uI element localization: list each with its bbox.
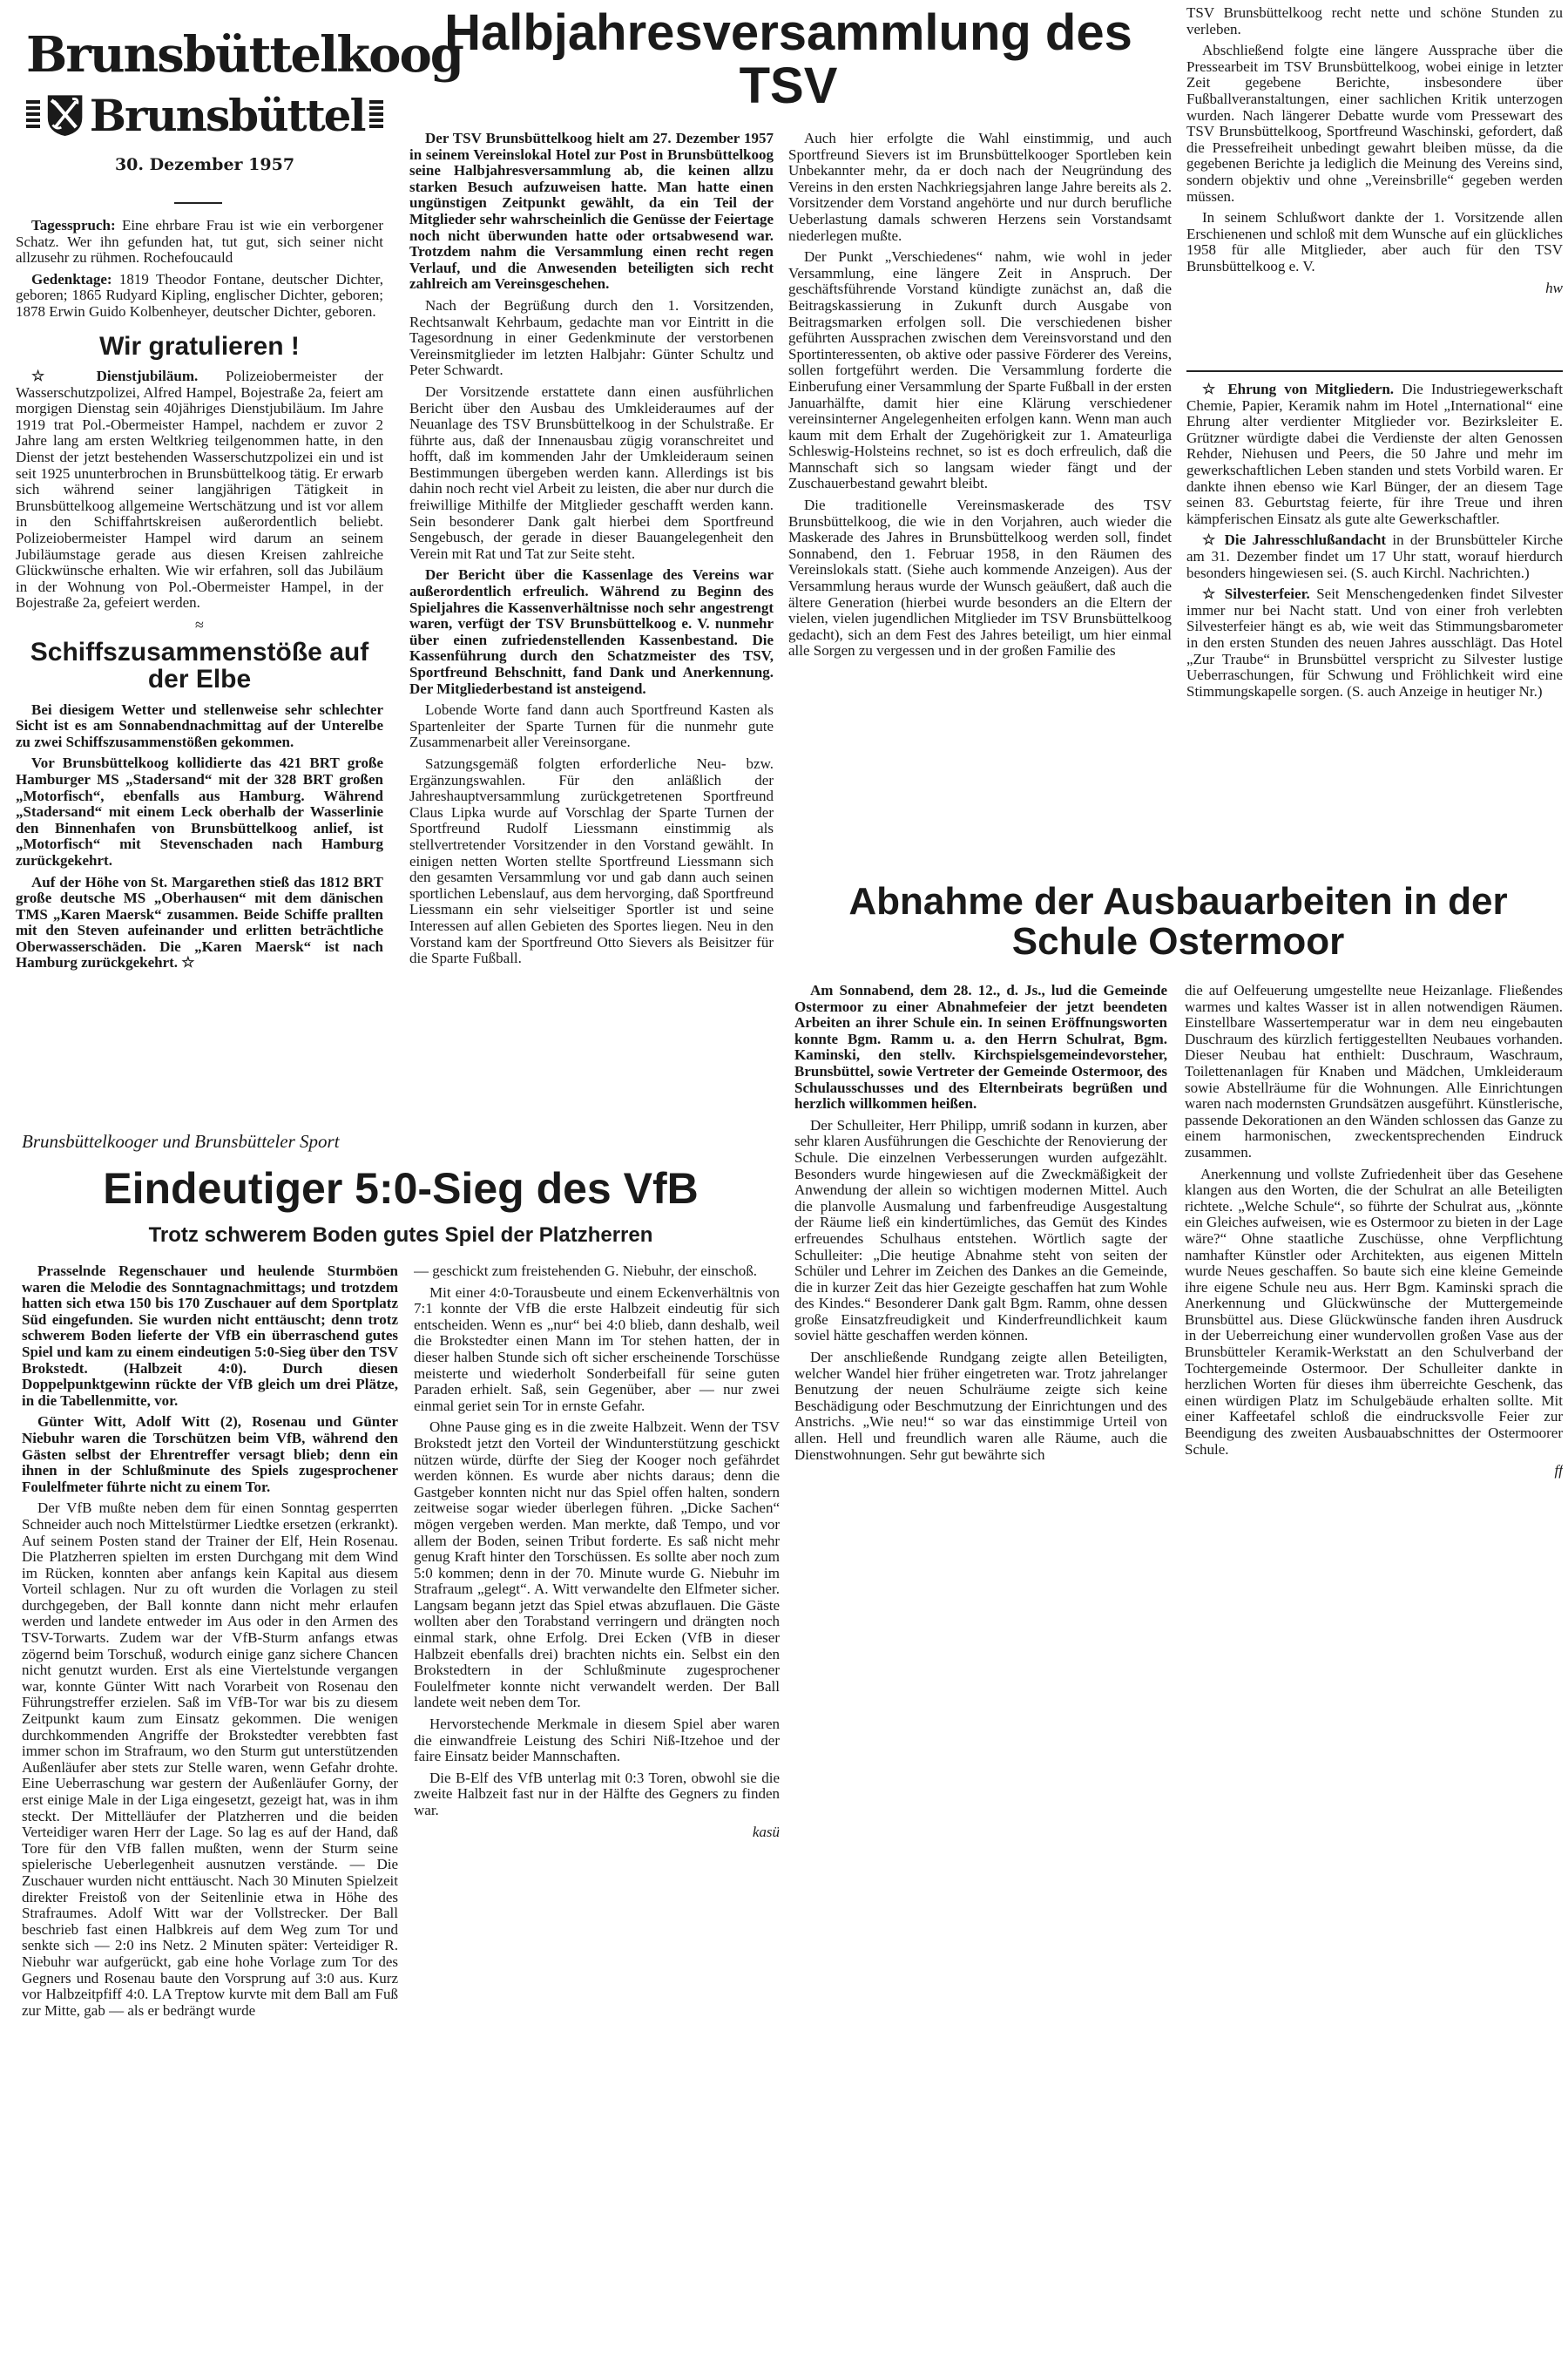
wave-ornament-icon: ≈ (195, 615, 204, 633)
paragraph (788, 131, 1172, 244)
paragraph (414, 1263, 780, 1280)
sport-col1-text (22, 1263, 398, 2019)
tsv-col1-text (409, 131, 774, 967)
tsv-column-1 (409, 131, 774, 1098)
paragraph (414, 1770, 780, 1819)
paragraph (16, 702, 383, 751)
paragraph (1186, 43, 1563, 205)
tsv-col3-text (1186, 5, 1563, 275)
tsv-column-3 (1186, 5, 1563, 362)
paragraph-text: In seinem Schlußwort dankte der 1. Vorsitzende allen Erschienenen und schloß mit dem Wunsche auf ein glückliches 1958 für alle Mitglieder, aber auch für den TSV Brunsbüttelkoog e. V. (1186, 209, 1563, 274)
paragraph-text: — geschickt zum freistehenden G. Niebuhr, der einschoß. (414, 1263, 757, 1279)
paragraph-text: Satzungsgemäß folgten erforderliche Neu- bzw. Ergänzungswahlen. Für den anläßlich der Jahreshauptversammlung zurückgetretenen Sportfreund Claus Lipka wurde auf Vorschlag der Sparte Turnen der Sportfreund Rudolf Liessmann einstimmig als stellvertretender Vorsitzender in den Vorstand gewählt. In einigen netten Worten stellte Sportfreund Liessmann sich den gesamten Versammlung vor und gab dann auch seinen sportlichen Lebenslauf, aus dem hervorging, daß Sportfreund Liessmann ein sehr vielseitiger Sportler ist und seine Interessen auf allen Gebieten des Sportes liegen. Neu in den Vorstand kam der Sportfreund Otto Sievers als Beisitzer für die Sparte Fußball. (409, 755, 774, 967)
paragraph-lead: ☆ Die Jahresschlußandacht (1202, 531, 1387, 549)
paragraph-text: Mit einer 4:0-Torausbeute und einem Eckenverhältnis von 7:1 konnte der VfB die erste Halbzeit eindeutig für sich entscheiden. Wenn es „nur“ bei 4:0 blieb, dann deshalb, weil die Brokstedter einen Mann im Tor stehen hatten, der in dieser halben Stunde sich oft sicher erscheinende Torschüsse meisterte und wiederholt Sonderbeifall für seine guten Paraden erhielt. Saß, sein Gegenüber, aber — nur zwei einmal geriet sein Tor in ernste Gefahr. (414, 1283, 780, 1414)
paragraph-text: Der Punkt „Verschiedenes“ nahm, wie wohl in jeder Versammlung, eine längere Zeit in Anspruch. Der geschäftsführende Vorstand kündigte zunächst an, daß die Beitragskassierung in Zukunft durch Ausgabe von Beitragsmarken erfolgen soll. Die verschiedenen bisher geführten Aussprachen zwischen dem Vereinsvorstand und den Sportinteressenten, ob aktive oder passive Förderer des Vereins, sollen fortgeführt werden. Die Versammlung forderte die Einberufung einer Versammlung der Sparte Fußball in der ersten Januarhälfte, damit hier eine Klärung verschiedener vereinsinterner Angelegenheiten erfolgen kann. Wenn man auch kaum mit dem Erhalt der Zugehörigkeit zur 1. Amateurliga Schleswig-Holsteins rechnet, so ist es doch erfreulich, daß die Mannschaft sich so langsam wieder fängt und der Zuschauerbestand gewahrt bleibt. (788, 248, 1172, 492)
paragraph-text: Hervorstechende Merkmale in diesem Spiel aber waren die einwandfreie Leistung des Schiri Niß-Itzehoe und der faire Einsatz beider Mannschaften. (414, 1716, 780, 1765)
paragraph (788, 498, 1172, 660)
paragraph-text: 1819 Theodor Fontane, deutscher Dichter, geboren; 1865 Rudyard Kipling, englischer Dichter, geboren; 1878 Erwin Guido Kolbenheyer, deutscher Dichter, geboren. (16, 270, 383, 320)
divider (1186, 370, 1563, 372)
paragraph (409, 131, 774, 293)
headline-halbjahresversammlung: Halbjahresversammlung des TSV (444, 4, 1132, 114)
school-col2-text (1185, 983, 1563, 1458)
left-column (16, 218, 383, 1128)
paragraph-lead: Tagesspruch: (31, 218, 116, 234)
paragraph (788, 249, 1172, 492)
paragraph (16, 755, 383, 869)
sport-col2-text (414, 1263, 780, 1819)
paragraph (1186, 382, 1563, 527)
tsv-column-2 (788, 131, 1172, 871)
paragraph-text: Der Vorsitzende erstattete dann einen ausführlichen Bericht über den Ausbau des Umkleideraumes auf der Neuanlage des TSV Brunsbüttelkoog in der Schulstraße. Er führte aus, daß der Innenausbau zügig voranschreitet und hofft, daß im kommenden Jahr der Umkleideraum seinen Bestimmungen übergeben werden kann. Allerdings ist bis dahin noch recht viel Arbeit zu leisten, die aber nur durch die freiwillige Mithilfe der Mitglieder geschafft werden kann. Sein besonderer Dank galt hierbei dem Sportfreund Sengebusch, der gerade in dieser Bauangelegenheit den Verein mit Rat und Tat zur Seite steht. (409, 382, 774, 562)
school-signature: ff (1554, 1462, 1563, 1479)
paragraph (16, 875, 383, 972)
paragraph (414, 1716, 780, 1765)
paragraph-text: Der TSV Brunsbüttelkoog hielt am 27. Dezember 1957 in seinem Vereinslokal Hotel zur Post in Brunsbüttelkoog seine Halbjahresversammlung ab, die keinen allzu starken Besuch aufzuweisen hatte. Man hatte einen ungünstigen Zeitpunkt gewählt, da ein Teil der Mitglieder sehr wahrscheinlich die Genüsse der Feiertage noch nicht überwunden hatte oder ortsabwesend war. Trotzdem nahm die Versammlung einen recht regen Verlauf, und die Anwesenden beteiligten sich recht zahlreich am Vereinsgeschehen. (409, 131, 774, 293)
paragraph (794, 1118, 1167, 1344)
masthead-title-brunsbuettel: Brunsbüttel (89, 89, 365, 141)
paragraph (794, 983, 1167, 1113)
coat-of-arms-icon (45, 84, 84, 146)
section-label-sport: Brunsbüttelkooger und Brunsbütteler Sport (22, 1131, 340, 1152)
tsv-signature: hw (1545, 279, 1563, 296)
paragraph-text: Die Industriegewerkschaft Chemie, Papier, Keramik nahm im Hotel „International“ eine Ehrung alter verdienter Mitglieder vor. Bezirksleiter E. Grützner würdigte dabei die Verdienste der alten Genossen Rehder, Niehusen und Peers, die 50 Jahre und mehr im gewerkschaftlichen Leben standen und stets Vorbild waren. Er dankte ihnen ebenso wie Karl Bünger, der an diesem Tage seinen 83. Geburtstag feierte, für ihre Treue und ihren kämpferischen Einsatz als gute alte Gewerkschaftler. (1186, 382, 1563, 527)
masthead (26, 26, 463, 174)
paragraph-text: Vor Brunsbüttelkoog kollidierte das 421 BRT große Hamburger MS „Stadersand“ mit der 328 BRT großen „Motorfisch“, ebenfalls aus Hamburg. Während „Stadersand“ mit einem Leck oberhalb der Wasserlinie den Binnenhafen von Brunsbüttelkoog anlief, ist „Motorfisch“ mit Stevenschaden nach Hamburg zurückgekehrt. (16, 755, 383, 869)
sport-column-2 (414, 1263, 780, 2265)
paragraph (409, 384, 774, 563)
paragraph-text: Seit Menschengedenken findet Silvester immer nur bei Nacht statt. Und von einer froh verlebten Silvesterfeier hängt es ab, wie weit das Stimmungsbarometer in den ersten Stunden des neuen Jahres ausschlägt. Das Hotel „Zur Traube“ in Brunsbüttel verspricht zu Silvester lustige Ueberraschungen, für Schwung und Fröhlichkeit wird eine Stimmungskapelle sorgen. (S. auch Anzeige in heutiger Nr.) (1186, 586, 1563, 700)
tsv-col2-text (788, 131, 1172, 660)
schiff-article (16, 702, 383, 972)
divider (174, 202, 222, 204)
paragraph-text: Anerkennung und vollste Zufriedenheit über das Gesehene klangen aus den Worten, die der Schulrat an alle Beteiligten richtete. „Welche Schule“, so führte der Schulrat aus, „könnte ein Gleiches aufweisen, wie es Ostermoor zu bieten in der Lage wäre?“ Ohne staatliche Zuschüsse, ohne Verpflichtung namhafter Künstler oder Architekten, aus eigenen Mitteln wurde Neues geschaffen. So baute sich eine kleine Gemeinde ihre eigene Schule neu aus. Herr Bgm. Kaminski sprach die Anerkennung und Glückwünsche der Muttergemeinde Brunsbüttel aus. Diese Glückwünsche fanden ihren Ausdruck in der Ueberreichung einer wundervollen großen Vase aus der Brunsbütteler Keramik-Werkstatt an den Schulverband der Tochtergemeinde Ostermoor. Der Schulleiter dankte in herzlichen Worten für dieses ihm überreichte Geschenk, das einen würdigen Platz im Schulgebäude erhalten sollte. Mit einer Kaffeetafel schloß die eindrucksvolle Feier zur Beendigung des zweiten Ausbauabschnittes der Ostermoorer Schule. (1185, 1165, 1563, 1458)
paragraph (22, 1414, 398, 1495)
paragraph (409, 567, 774, 697)
masthead-title-brunsbuettelkoog: Brunsbüttelkoog (26, 26, 463, 84)
gratulieren-list (16, 369, 383, 612)
paragraph-lead: ☆ Dienstjubiläum. (31, 368, 199, 385)
paragraph (1185, 1167, 1563, 1459)
sport-column-1 (22, 1263, 398, 2374)
paragraph (794, 1350, 1167, 1463)
daily-notes (16, 218, 383, 321)
paragraph-text: in der Brunsbütteler Kirche am 31. Dezember findet um 17 Uhr statt, worauf hierdurch besonders hingewiesen sei. (S. auch Kirchl. Nachrichten.) (1186, 531, 1563, 581)
paragraph-text: die auf Oelfeuerung umgestellte neue Heizanlage. Fließendes warmes und kaltes Wasser ist in allen notwendigen Räumen. Einstellbare Wassertemperatur war in dem neu eingebauten Duschraum des kürzlich fertiggestellten Neubaues vorhanden. Dieser Neubau hat enthielt: Duschraum, Waschraum, Toilettenanlagen für Knaben und Mädchen, Umkleideraum sowie Abstellräume für die Wohnungen. Alle Einrichtungen waren nach modernsten Grundsätzen ausgeführt. Künstlerische, passende Dekorationen an den Wänden schlossen das Ganze zu einem harmonischen, zweckentsprechenden Eindruck zusammen. (1185, 983, 1563, 1161)
headline-eindeutiger-sieg: Eindeutiger 5:0-Sieg des VfB (103, 1164, 699, 1213)
paragraph (1186, 586, 1563, 700)
local-notes (1186, 382, 1563, 835)
paragraph-text: Ohne Pause ging es in die zweite Halbzeit. Wenn der TSV Brokstedt jetzt den Vorteil der Windunterstützung geschickt nützen würde, dürfte der Sieg der Kooger noch gefährdet werden können. Es wurde aber nichts daraus; denn die Gastgeber konnten nicht nur das Spiel offen halten, sondern zeitweise sogar wieder überlegen führen. „Dicke Sachen“ mögen vergeben werden. Man merkte, daß Tempo, und vor allem der Boden, seinen Tribut forderte. Es saß nicht mehr genug Kraft hinter den Torschüssen. Es sollte aber noch zum 5:0 kommen; denn in der 70. Minute wurde G. Niebuhr im Strafraum „gelegt“. A. Witt verwandelte den Elfmeter sicher. Langsam begann jetzt das Spiel etwas abzuflauen. Die Gäste wollten aber den Torabstand verringern und drängten noch einmal stark, ohne Erfolg. Drei Ecken (VfB in dieser Halbzeit ebenfalls drei) brachten nichts ein. Selbst ein den Brokstedtern in der Schlußminute zugesprochener Foulelfmeter konnte nicht verwandelt werden. Der Ball landete weit neben dem Tor. (414, 1418, 780, 1711)
paragraph-text: Auf der Höhe von St. Margarethen stieß das 1812 BRT große deutsche MS „Oberhausen“ mit dem dänischen TMS „Karen Maersk“ zusammen. Beide Schiffe prallten mit den Steven aufeinander und erlitten beträchtliche Oberwasserschäden. Die „Karen Maersk“ ist nach Hamburg zurückgekehrt. ☆ (16, 873, 383, 971)
paragraph (16, 272, 383, 321)
paragraph-lead: Gedenktage: (31, 270, 112, 288)
local-notes-list (1186, 382, 1563, 700)
issue-date: 30. Dezember 1957 (114, 155, 295, 174)
heading-schiffszusammenstoesse: Schiffszusammenstöße auf der Elbe (30, 637, 369, 694)
paragraph (1186, 5, 1563, 37)
paragraph (409, 702, 774, 751)
paragraph-text: Günter Witt, Adolf Witt (2), Rosenau und Günter Niebuhr waren die Torschützen beim VfB, während den Gästen selbst der Ehrentreffer versagt blieb; denn ein ihnen in der Schlußminute des Spiels zugesprochener Foulelfmeter führte nicht zu einem Tor. (22, 1413, 398, 1495)
paragraph-text: Der Schulleiter, Herr Philipp, umriß sodann in kurzen, aber sehr klaren Ausführungen die Geschichte der Renovierung der Schule. Die einzelnen Verbesserungen wurden aufgezählt. Besonders wurde hingewiesen auf die Zweckmäßigkeit der Anwendung der allein so wichtigen modernen Mittel. Auch die planvolle Ausmalung und farbenfreudige Ausgestaltung der Räume ließ ein kindertümliches, das Gemüt des Kindes erfreuendes Schulhaus entstehen. Wörtlich sagte der Schulleiter: „Die heutige Abnahme steht von seiten der Schüler und Lehrer im Zeichen des Dankes an die Gemeinde, die in kurzer Zeit das hier Gezeigte geschaffen hat zum Wohle des Kindes.“ Besonderer Dank galt Bgm. Ramm, ohne dessen große Einsatzfreudigkeit und Kinderfreundlichkeit kaum soviel hätte geschaffen werden können. (794, 1116, 1167, 1344)
paragraph-text: Am Sonnabend, dem 28. 12., d. Js., lud die Gemeinde Ostermoor zu einer Abnahmefeier der jetzt beendeten Arbeiten an ihrer Schule ein. In seinen Eröffnungsworten konnte Bgm. Ramm u. a. den Herrn Schulrat, Bgm. Kaminski, den stellv. Kirchspielsgemeindevorsteher, Brunsbüttel, sowie Vertreter der Gemeinde Ostermoor, des Schulausschusses und des Elternbeirats begrüßen und herzlich willkommen heißen. (794, 983, 1167, 1113)
paragraph-text: Nach der Begrüßung durch den 1. Vorsitzenden, Rechtsanwalt Kehrbaum, gedachte man vor Eintritt in die Tagesordnung in einer Gedenkminute der verstorbenen Vereinsmitglieder im letzten Halbjahr: Günter Schultz und Peter Schwardt. (409, 296, 774, 379)
paragraph (1186, 532, 1563, 581)
sport-signature: kasü (752, 1823, 780, 1840)
paragraph (16, 369, 383, 612)
paragraph (414, 1419, 780, 1711)
paragraph (22, 1263, 398, 1409)
paragraph-text: Eine ehrbare Frau ist wie ein verborgener Schatz. Wer ihn gefunden hat, tut gut, sich seiner nicht allzusehr zu rühmen. Rochefoucauld (16, 218, 383, 267)
paragraph-lead: ☆ Ehrung von Mitgliedern. (1202, 382, 1395, 397)
paragraph-lead: ☆ Silvesterfeier. (1202, 586, 1310, 603)
paragraph-text: Polizeiobermeister der Wasserschutzpolizei, Alfred Hampel, Bojestraße 2a, feiert am morgigen Dienstag sein 40jähriges Dienstjubiläum. Im Jahre 1919 trat Pol.-Obermeister Hampel, nachdem er zuvor 2 Jahre lang am ersten Weltkrieg teilgenommen hatte, in den Dienst der jetzt bestehenden Wasserschutzpolizei ein und ist seit 1925 ununterbrochen in Brunsbüttelkoog tätig. Er erwarb sich während seiner langjährigen Tätigkeit in Brunsbüttelkoog allgemeine Wertschätzung und ist vor allem in den Schiffahrtskreisen außerordentlich beliebt. Polizeiobermeister Hampel wird darum an seinem Jubiläumstage gerade aus diesen Kreisen zahlreiche Glückwünsche erhalten. Wie wir erfahren, soll das Jubiläum in der Wohnung von Pol.-Obermeister Hampel, in der Bojestraße 2a, gefeiert werden. (16, 368, 383, 612)
paragraph (1186, 210, 1563, 274)
paragraph-text: Die traditionelle Vereinsmaskerade des TSV Brunsbüttelkoog, die wie in den Vorjahren, auch wieder die Maskerade des Jahres in Brunsbüttelkoog werden soll, findet Sonnabend, den 1. Februar 1958, in den Räumen des Vereinslokals statt. (Siehe auch kommende Anzeigen). Aus der Versammlung heraus wurde der Wunsch geäußert, daß auch die ältere Generation (hierbei wurde besonders an die Eltern der vielen, vielen jugendlichen Mitglieder im TSV Brunsbüttelkoog gedacht), sich an dem Fest des Jahres beteiligt, um hier einmal alle Sorgen zu vergessen und in der großen Familie des (788, 497, 1172, 660)
paragraph-text: Prasselnde Regenschauer und heulende Sturmböen waren die Melodie des Sonntagnachmittags; und trotzdem hatten sich etwa 150 bis 170 Zuschauer auf dem Sportplatz Süd eingefunden. Sie wurden nicht enttäuscht; denn trotz schwerem Boden lieferte der VfB ein überraschend gutes Spiel und kam zu einem eindeutigen 5:0-Sieg über den TSV Brokstedt. (Halbzeit 4:0). Durch diesen Doppelpunktgewinn rückte der VfB gleich um drei Plätze, in die Tabellenmitte, vor. (22, 1263, 398, 1409)
paragraph-text: Lobende Worte fand dann auch Sportfreund Kasten als Spartenleiter der Sparte Turnen für die nunmehr gute Zusammenarbeit aller Vereinsorgane. (409, 701, 774, 751)
school-col1-text (794, 983, 1167, 1463)
paragraph (1185, 983, 1563, 1161)
paragraph-text: Der VfB mußte neben dem für einen Sonntag gesperrten Schneider auch noch Mittelstürmer Liedtke ersetzen (erkrankt). Auf seinem Posten stand der Trainer der Elf, Hein Rosenau. Die Platzherren spielten im ersten Durchgang mit dem Wind im Rücken, konnten aber anfangs kein Kapital aus diesem Vorteil schlagen. Nur zu oft wurden die Vorlagen zu steil durchgegeben, der Ball konnte dann nicht mehr erlaufen werden und landete entweder im Aus oder in den Armen des TSV-Torwarts. Zudem war der VfB-Sturm anfangs etwas zögernd beim Torschuß, wodurch einige ganz sichere Chancen nicht genutzt wurden. Erst als eine Viertelstunde vergangen war, konnte Günter Witt nach Vorarbeit von Rosenau den Führungstreffer erzielen. Saß im VfB-Tor war bis zu diesem Zeitpunkt kaum zum Einsatz gekommen. Die wenigen durchkommenden Angriffe der Brokstedter verebbten fast immer schon im Strafraum, wo den Sturm gut unterstützenden Außenläufer aber stets zur Stelle waren, wenn Gefahr drohte. Eine Ueberraschung war gestern der Außenläufer Gorny, der erst einige Male in der Liga eingesetzt, gezeigt hat, was in ihm steckt. Der Mittelläufer der Platzherren und die beiden Verteidiger waren Herr der Lage. So lag es auf der Hand, daß Tore für den VfB fallen mußten, wenn der Sturm seine spielerische Ueberlegenheit ausnutzen verstände. — Die Zuschauer wurden nicht enttäuscht. Nach 30 Minuten Spielzeit direkter Freistoß von der Seitenlinie etwa in Höhe des Strafraumes. Adolf Witt war der Vollstrecker. Der Ball beschrieb fast einen Halbkreis auf dem Weg zum Tor und senkte sich — 2:0 ins Netz. 2 Minuten später: Verteidiger R. Niebuhr war aufgerückt, gab eine hohe Vorlage zum Tor des Gegners und Rosenau baute den Vorsprung auf 3:0 aus. Kurz vor Halbzeitpfiff 4:0. LA Treptow kurvte mit dem Ball am Fuß zur Mitte, gab — als er bedrängt wurde (22, 1499, 398, 2019)
paragraph-text: TSV Brunsbüttelkoog recht nette und schöne Stunden zu verleben. (1186, 5, 1563, 37)
school-column-2 (1185, 983, 1563, 1584)
paragraph-text: Der Bericht über die Kassenlage des Vereins war außerordentlich erfreulich. Während zu Beginn des Spieljahres die Kassenverhältnisse noch sehr angestrengt waren, verfügt der TSV Brunsbüttelkoog e. V. nunmehr über einen zufriedenstellenden Kassenbestand. Die Kassenführung durch den Schatzmeister des TSV, Sportfreund Behschnitt, fand Dank und Anerkennung. Der Mitgliederbestand ist ansteigend. (409, 566, 774, 697)
banner-stripes-icon (369, 100, 383, 130)
headline-abnahme-ausbauarbeiten: Abnahme der Ausbauarbeiten in der Schule Ostermoor (848, 880, 1508, 964)
paragraph (414, 1285, 780, 1415)
paragraph-text: Die B-Elf des VfB unterlag mit 0:3 Toren, obwohl sie die zweite Halbzeit fast nur in der Hälfte des Gegners zu finden war. (414, 1769, 780, 1818)
paragraph-text: Der anschließende Rundgang zeigte allen Beteiligten, welcher Wandel hier früher eingetreten war. Trotz jahrelanger Benutzung der neuen Schulräume zeigte sich keine Beschädigung oder Beschmutzung der Einrichtungen und des Anstrichs. „Wie neu!“ so war das einstimmige Urteil von allen. Hell und freundlich waren alle Räume, auch die Dienstwohnungen. Sehr gut bewährte sich (794, 1349, 1167, 1463)
paragraph-text: Bei diesigem Wetter und stellenweise sehr schlechter Sicht ist es am Sonnabendnachmittag auf der Unterelbe zu zwei Schiffszusammenstößen gekommen. (16, 701, 383, 750)
school-column-1 (794, 983, 1167, 1584)
paragraph (22, 1500, 398, 2019)
paragraph-text: Abschließend folgte eine längere Aussprache über die Pressearbeit im TSV Brunsbüttelkoog, wobei einige in letzter Zeit gegebene Berichte, insbesondere über Fußballveranstaltungen, einer sachlichen Kritik unterzogen wurden. Nach längerer Debatte wurde vom Pressewart des TSV Brunsbüttelkoog, Sportfreund Waschinski, gefordert, daß die Pressefreiheit unbedingt gewahrt bleiben müsse, da die gegebenen Berichte ja lediglich die Meinung des Vereins sind, sondern objektiv und ohne „Vereinsbrille“ gegeben werden müssen. (1186, 42, 1563, 205)
paragraph (409, 298, 774, 379)
banner-stripes-icon (26, 100, 40, 130)
subheadline-platzherren: Trotz schwerem Boden gutes Spiel der Platzherren (148, 1223, 653, 1247)
paragraph-text: Auch hier erfolgte die Wahl einstimmig, und auch Sportfreund Sievers ist im Brunsbüttelkooger Sportleben kein Unbekannter mehr, da er doch nach der Neugründung des Vereins in den ersten Nachkriegsjahren lange Jahre bereits als 2. Vorsitzender dem Vorstand angehörte und nur durch berufliche Ueberlastung damals schweren Herzens sein Vorstandsamt niederlegen mußte. (788, 131, 1172, 244)
paragraph (409, 756, 774, 967)
masthead-row (26, 84, 383, 146)
paragraph (16, 218, 383, 267)
heading-wir-gratulieren: Wir gratulieren ! (99, 331, 300, 361)
